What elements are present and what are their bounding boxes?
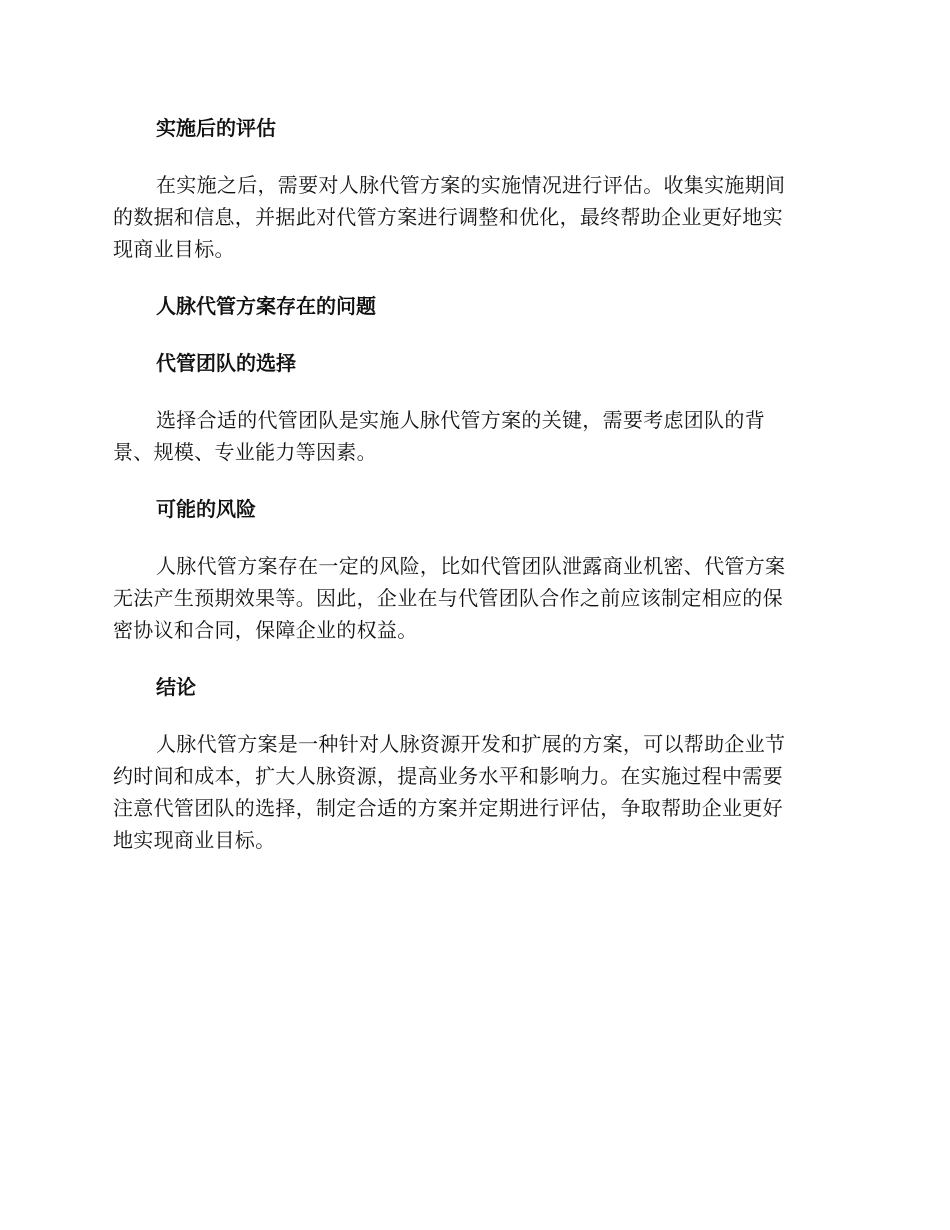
paragraph-line: 约时间和成本，扩大人脉资源，提高业务水平和影响力。在实施过程中需要 bbox=[113, 764, 783, 788]
paragraph-post-implementation-evaluation bbox=[113, 169, 831, 265]
section-heading-team-selection: 代管团队的选择 bbox=[156, 351, 296, 375]
paragraph-line: 注意代管团队的选择，制定合适的方案并定期进行评估，争取帮助企业更好 bbox=[113, 796, 783, 820]
paragraph-line: 密协议和合同，保障企业的权益。 bbox=[113, 618, 418, 642]
paragraph-line: 人脉代管方案存在一定的风险，比如代管团队泄露商业机密、代管方案 bbox=[156, 554, 786, 578]
document-body bbox=[113, 112, 831, 881]
paragraph-line: 无法产生预期效果等。因此，企业在与代管团队合作之前应该制定相应的保 bbox=[113, 586, 783, 610]
paragraph-line: 选择合适的代管团队是实施人脉代管方案的关键，需要考虑团队的背 bbox=[156, 408, 765, 432]
paragraph-line: 的数据和信息，并据此对代管方案进行调整和优化，最终帮助企业更好地实 bbox=[113, 205, 783, 229]
section-heading-problems: 人脉代管方案存在的问题 bbox=[156, 294, 376, 318]
paragraph-line: 地实现商业目标。 bbox=[113, 828, 276, 852]
paragraph-team-selection bbox=[113, 404, 831, 468]
paragraph-line: 人脉代管方案是一种针对人脉资源开发和扩展的方案，可以帮助企业节 bbox=[156, 732, 786, 756]
paragraph-line: 在实施之后，需要对人脉代管方案的实施情况进行评估。收集实施期间 bbox=[156, 173, 786, 197]
paragraph-line: 景、规模、专业能力等因素。 bbox=[113, 440, 377, 464]
section-heading-conclusion: 结论 bbox=[156, 675, 196, 699]
section-heading-post-implementation-evaluation: 实施后的评估 bbox=[156, 116, 276, 140]
section-heading-possible-risks: 可能的风险 bbox=[156, 497, 256, 521]
paragraph-possible-risks bbox=[113, 550, 831, 646]
paragraph-line: 现商业目标。 bbox=[113, 237, 235, 261]
paragraph-conclusion bbox=[113, 728, 831, 856]
